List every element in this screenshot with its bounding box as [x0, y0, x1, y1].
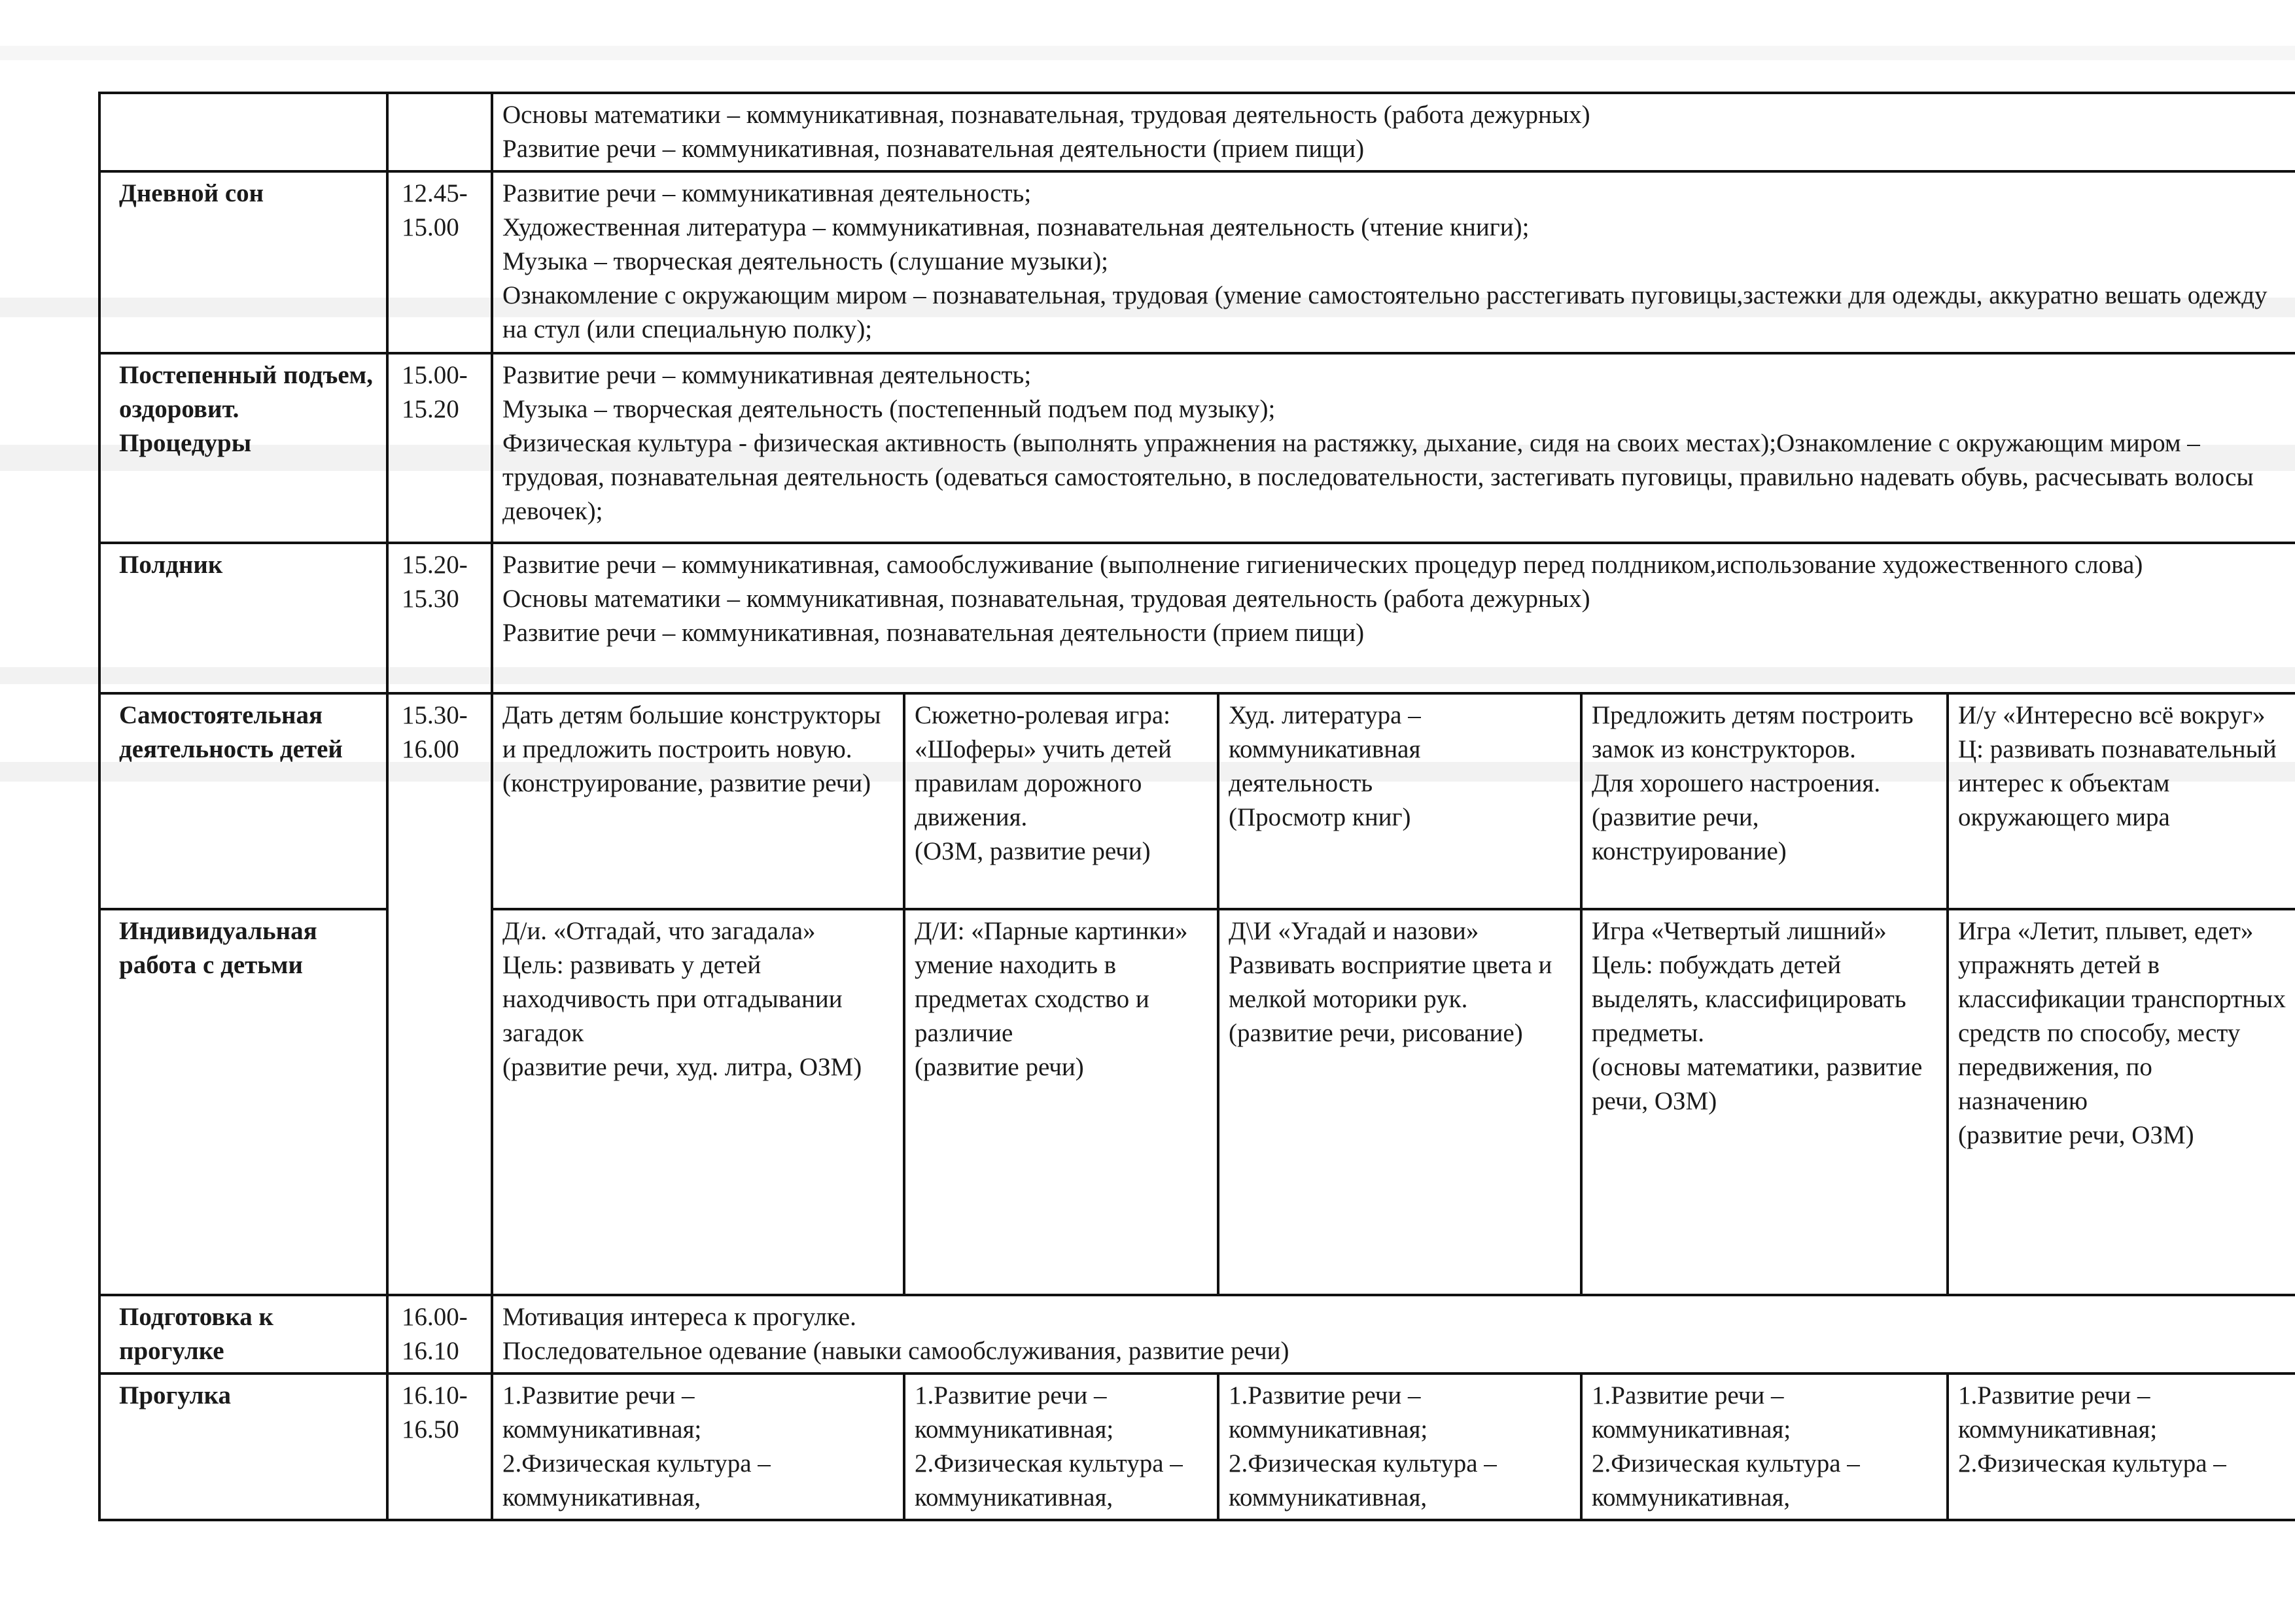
time-text: 15.20- 15.30	[402, 551, 468, 613]
activity-text: 1.Развитие речи – коммуникативная; 2.Физическая культура –	[1958, 1381, 2226, 1477]
time-text: 16.00- 16.10	[402, 1303, 468, 1365]
time-cell	[387, 353, 492, 543]
activity-cell	[904, 1373, 1218, 1520]
time-cell	[387, 693, 492, 1295]
time-cell	[387, 1373, 492, 1520]
activity-line: Развитие речи – коммуникативная, познавательная деятельности (прием пищи)	[502, 135, 1365, 163]
regime-cell: Подготовка к прогулке	[99, 1295, 387, 1373]
regime-cell: Полдник	[99, 543, 387, 693]
activity-cell	[492, 1373, 904, 1520]
activity-line: Развитие речи – коммуникативная деятельность;	[502, 361, 1032, 389]
activity-text: 1.Развитие речи – коммуникативная; 2.Физическая культура – коммуникативная,	[915, 1381, 1183, 1512]
regime-cell: Самостоятельная деятельность детей	[99, 693, 387, 909]
schedule-sheet	[98, 92, 2295, 1521]
table-row-afternoon-snack	[99, 543, 2295, 693]
table-row-walk	[99, 1373, 2295, 1520]
activity-cell	[1948, 909, 2295, 1295]
time-text: 12.45- 15.00	[402, 179, 468, 241]
table-row-continuation	[99, 93, 2295, 171]
time-text: 15.00- 15.20	[402, 361, 468, 423]
activity-text: Д/И: «Парные картинки» умение находить в предметах сходство и различие (развитие речи)	[915, 917, 1188, 1081]
regime-cell: Постепенный подъем, оздоровит. Процедуры	[99, 353, 387, 543]
activity-text: Игра «Летит, плывет, едет» упражнять детей в классификации транспортных средств по способу, месту передвижения, по назначению (развитие речи, ОЗМ)	[1958, 917, 2286, 1149]
activity-cell	[492, 1295, 2295, 1373]
activity-line: Музыка – творческая деятельность (слушание музыки);	[502, 247, 1109, 275]
table-row-day-sleep	[99, 171, 2295, 353]
activity-cell	[492, 171, 2295, 353]
table-row-walk-preparation	[99, 1295, 2295, 1373]
activity-cell	[1218, 909, 1581, 1295]
activity-cell	[1581, 693, 1948, 909]
activity-text: 1.Развитие речи – коммуникативная; 2.Физическая культура – коммуникативная,	[1592, 1381, 1860, 1512]
activity-cell	[1948, 693, 2295, 909]
regime-cell	[99, 93, 387, 171]
time-cell	[387, 171, 492, 353]
schedule-table	[98, 92, 2295, 1521]
activity-text: Предложить детям построить замок из конструкторов. Для хорошего настроения. (развитие речи, конструирование)	[1592, 701, 1914, 865]
activity-cell	[492, 693, 904, 909]
activity-text: Д\И «Угадай и назови» Развивать восприятие цвета и мелкой моторики рук. (развитие речи, рисование)	[1229, 917, 1552, 1047]
activity-cell	[1581, 1373, 1948, 1520]
activity-line: Музыка – творческая деятельность (постепенный подъем под музыку);	[502, 395, 1276, 423]
time-text: 16.10- 16.50	[402, 1381, 468, 1443]
activity-text: Игра «Четвертый лишний» Цель: побуждать детей выделять, классифицировать предметы. (основы математики, развитие речи, ОЗМ)	[1592, 917, 1923, 1115]
activity-line: Развитие речи – коммуникативная деятельность;	[502, 179, 1032, 207]
activity-line: Мотивация интереса к прогулке.	[502, 1303, 856, 1331]
activity-cell	[492, 909, 904, 1295]
regime-cell: Дневной сон	[99, 171, 387, 353]
time-cell	[387, 543, 492, 693]
activity-line: Основы математики – коммуникативная, познавательная, трудовая деятельность (работа дежурных)	[502, 585, 1590, 613]
time-text: 15.30- 16.00	[402, 701, 468, 763]
activity-text: Худ. литература – коммуникативная деятельность (Просмотр книг)	[1229, 701, 1421, 831]
activity-line: Ознакомление с окружающим миром – познавательная, трудовая (умение самостоятельно расстегивать пуговицы,застежки для одежды, аккуратно вешать одежду на стул (или специальную полку);	[502, 281, 2268, 343]
table-row-gradual-rise	[99, 353, 2295, 543]
activity-text: И/у «Интересно всё вокруг» Ц: развивать познавательный интерес к объектам окружающего мира	[1958, 701, 2277, 831]
activity-cell	[904, 693, 1218, 909]
activity-text: Сюжетно-ролевая игра: «Шоферы» учить детей правилам дорожного движения. (ОЗМ, развитие речи)	[915, 701, 1172, 865]
activity-cell	[1218, 1373, 1581, 1520]
time-cell	[387, 93, 492, 171]
activity-cell	[492, 353, 2295, 543]
table-row-independent-activity	[99, 693, 2295, 909]
activity-cell	[904, 909, 1218, 1295]
activity-line: Развитие речи – коммуникативная, самообслуживание (выполнение гигиенических процедур перед полдником,использование художественного слова)	[502, 551, 2143, 579]
activity-line: Физическая культура - физическая активность (выполнять упражнения на растяжку, дыхание, сидя на своих местах);Ознакомление с окружающим миром – трудовая, познавательная деятельность (одеваться самостоятельно, в последовательности, застегивать пуговицы, правильно надевать обувь, расчесывать волосы девочек);	[502, 429, 2254, 525]
activity-line: Последовательное одевание (навыки самообслуживания, развитие речи)	[502, 1337, 1289, 1365]
time-cell	[387, 1295, 492, 1373]
activity-text: Д/и. «Отгадай, что загадала» Цель: развивать у детей находчивость при отгадывании загадок (развитие речи, худ. литра, ОЗМ)	[502, 917, 862, 1081]
regime-cell: Прогулка	[99, 1373, 387, 1520]
activity-line: Основы математики – коммуникативная, познавательная, трудовая деятельность (работа дежурных)	[502, 101, 1590, 129]
activity-text: 1.Развитие речи – коммуникативная; 2.Физическая культура – коммуникативная,	[1229, 1381, 1497, 1512]
activity-cell	[1948, 1373, 2295, 1520]
regime-cell: Индивидуальная работа с детьми	[99, 909, 387, 1295]
activity-text: 1.Развитие речи – коммуникативная; 2.Физическая культура – коммуникативная,	[502, 1381, 771, 1512]
activity-cell	[1218, 693, 1581, 909]
activity-cell	[492, 93, 2295, 171]
activity-text: Дать детям большие конструкторы и предложить построить новую. (конструирование, развитие речи)	[502, 701, 881, 797]
activity-line: Художественная литература – коммуникативная, познавательная деятельность (чтение книги);	[502, 213, 1530, 241]
activity-cell	[1581, 909, 1948, 1295]
activity-line: Развитие речи – коммуникативная, познавательная деятельности (прием пищи)	[502, 619, 1365, 647]
activity-cell	[492, 543, 2295, 693]
